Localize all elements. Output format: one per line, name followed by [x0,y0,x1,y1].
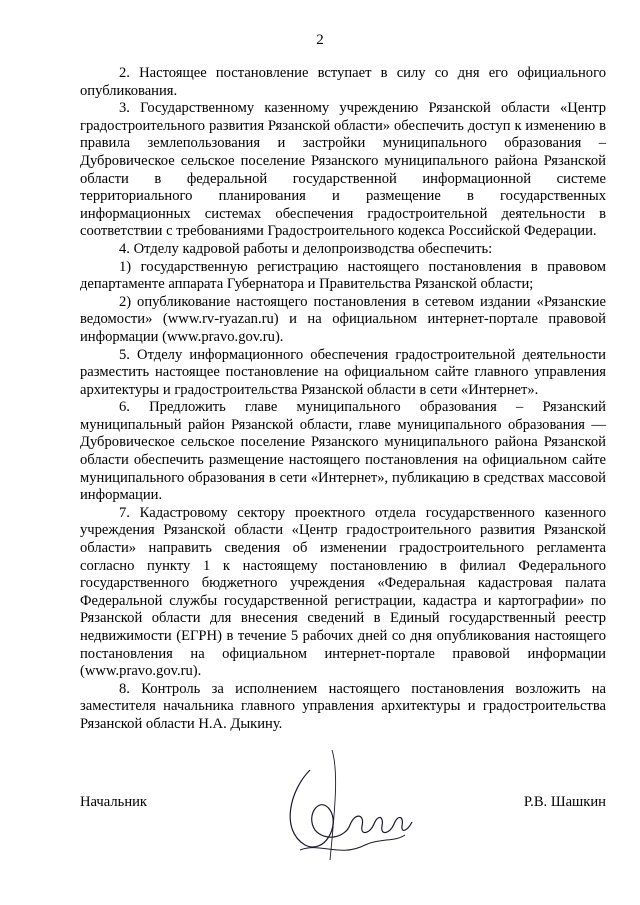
paragraph-6: 6. Предложить главе муниципального образования – Рязанский муниципальный район Рязанской области, главе муниципального образования — Дубровическое сельское поселение Рязанского муниципального района Рязанской области обеспечить размещение настоящего постановления на официальном сайте муниципального образования в сети «Интернет», публикацию в средствах массовой информации. [80,399,606,504]
paragraph-4: 4. Отделу кадровой работы и делопроизводства обеспечить: [119,240,493,257]
page-number: 2 [316,32,324,48]
handwritten-signature [270,730,420,870]
paragraph-5: 5. Отделу информационного обеспечения градостроительной деятельности разместить настоящее постановление на официальном сайте главного управления архитектуры и градостроительства Рязанской области в сети «Интернет». [80,346,606,398]
signatory-title: Начальник [80,794,148,810]
paragraph-2: 2. Настоящее постановление вступает в силу со дня его официального опубликования. [80,65,606,99]
paragraph-4-2: 2) опубликование настоящего постановления в сетевом издании «Рязанские ведомости» (www.rv-ryazan.ru) и на официальном интернет-портале правовой информации (www.pravo.gov.ru). [80,293,606,345]
signatory-name: Р.В. Шашкин [523,794,606,810]
paragraph-8: 8. Контроль за исполнением настоящего постановления возложить на заместителя начальника главного управления архитектуры и градостроительства Рязанской области Н.А. Дыкину. [80,680,606,732]
paragraph-4-1: 1) государственную регистрацию настоящего постановления в правовом департаменте аппарата Губернатора и Правительства Рязанской области; [80,258,606,293]
paragraph-7: 7. Кадастровому сектору проектного отдела государственного казенного учреждения Рязанской области «Центр градостроительного развития Рязанской области» направить сведения об изменении градостроительного регламента согласно пункту 1 к настоящему постановлению в филиал Федерального государственного бюджетного учреждения «Федеральная кадастровая палата Федеральной службы государственной регистрации, кадастра и картографии» по Рязанской области для внесения сведений в Единый государственный реестр недвижимости (ЕГРН) в течение 5 рабочих дней со дня опубликования настоящего постановления на официальном интернет-портале правовой информации (www.pravo.gov.ru). [80,504,606,680]
document-body [80,65,606,734]
paragraph-3: 3. Государственному казенному учреждению Рязанской области «Центр градостроительного развития Рязанской области» обеспечить доступ к изменению в правила землепользования и застройки муниципального образования – Дубровическое сельское поселение Рязанского муниципального района Рязанской области в федеральной государственной информационной системе территориального планирования и размещение в государственных информационных системах обеспечения градостроительной деятельности в соответствии с требованиями Градостроительного кодекса Российской Федерации. [80,100,606,240]
